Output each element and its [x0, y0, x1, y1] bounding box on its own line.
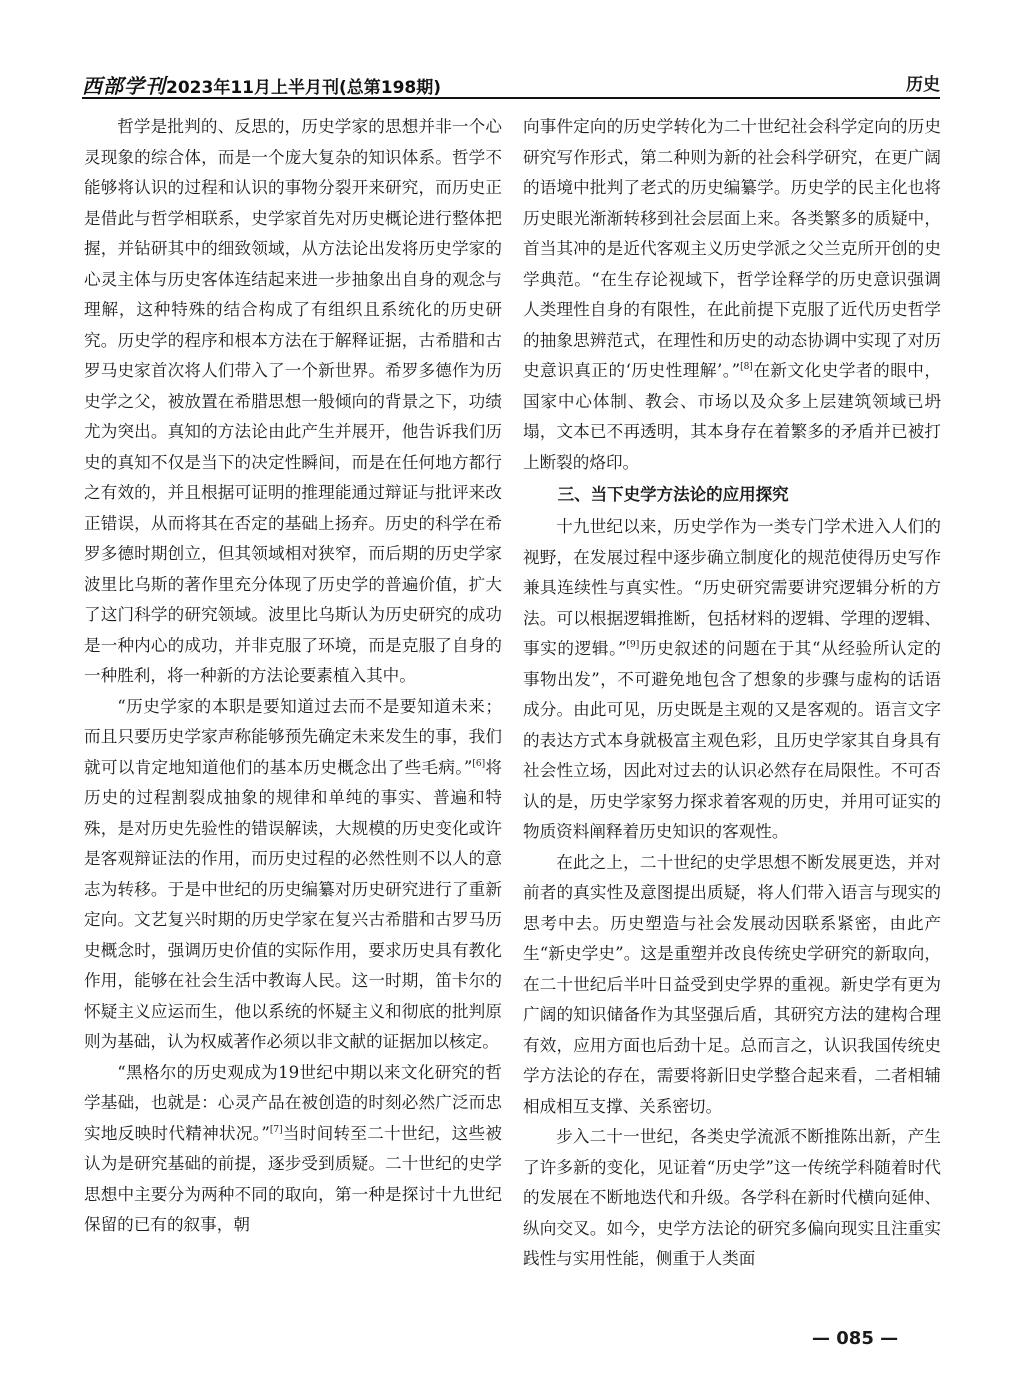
left-column: [84, 112, 502, 1241]
section-label: 历史: [906, 75, 940, 95]
issue-info: 2023年11月上半月刊(总第198期): [166, 78, 441, 98]
paragraph: 哲学是批判的、反思的，历史学家的思想并非一个心灵现象的综合体，而是一个庞大复杂的知识体系。哲学不能够将认识的过程和认识的事物分裂开来研究，而历史正是借此与哲学相联系，史学家首先对历史概论进行整体把握，并钻研其中的细致领域，从方法论出发将历史学家的心灵主体与历史客体连结起来进一步抽象出自身的观念与理解，这种特殊的结合构成了有组织且系统化的历史研究。历史学的程序和根本方法在于解释证据，古希腊和古罗马史家首次将人们带入了一个新世界。希罗多德作为历史学之父，被放置在希腊思想一般倾向的背景之下，功绩尤为突出。真知的方法论由此产生并展开，他告诉我们历史的真知不仅是当下的决定性瞬间，而是在任何地方都行之有效的，并且根据可证明的推理能通过辩证与批评来改正错误，从而将其在否定的基础上扬弃。历史的科学在希罗多德时期创立，但其领域相对狭窄，而后期的历史学家波里比乌斯的著作里充分体现了历史学的普遍价值，扩大了这门科学的研究领域。波里比乌斯认为历史研究的成功是一种内心的成功，并非克服了环境，而是克服了自身的一种胜利，将一种新的方法论要素植入其中。: [84, 117, 502, 685]
page-header: [82, 66, 940, 96]
paragraph: 在此之上，二十世纪的史学思想不断发展更迭，并对前者的真实性及意图提出质疑，将人们带入语言与现实的思考中去。历史塑造与社会发展动因联系紧密，由此产生“新史学史”。这是重塑并改良传统史学研究的新取向，在二十世纪后半叶日益受到史学界的重视。新史学有更为广阔的知识储备作为其坚强后盾，其研究方法的建构合理有效，应用方面也后劲十足。总而言之，认识我国传统史学方法论的存在，需要将新旧史学整合起来看，二者相辅相成相互支撑、关系密切。: [523, 852, 941, 1116]
paragraph: [523, 512, 941, 848]
paragraph-text: 在新文化史学者的眼中，国家中心体制、教会、市场以及众多上层建筑领域已坍塌，文本已不再透明，其本身存在着繁多的矛盾并已被打上断裂的烙印。: [523, 361, 942, 472]
quote-text: “黑格尔的历史观成为19世纪中期以来文化研究的哲学基础，也就是：心灵产品在被创造的时刻必然广泛而忠实地反映时代精神状况。”: [84, 1062, 502, 1143]
citation-ref: [6]: [472, 758, 486, 769]
section-heading: 三、当下史学方法论的应用探究: [557, 485, 789, 504]
header-rule: [82, 97, 940, 99]
journal-masthead: [82, 70, 441, 99]
paragraph-text: 将历史的过程割裂成抽象的规律和单纯的事实、普遍和特殊，是对历史先验性的错误解读，大规模的历史变化或许是客观辩证法的作用，而历史过程的必然性则不以人的意志为转移。于是中世纪的历史编纂对历史研究进行了重新定向。文艺复兴时期的历史学家在复兴古希腊和古罗马历史概念时，强调历史价值的实际作用，要求历史具有教化作用，能够在社会生活中教诲人民。这一时期，笛卡尔的怀疑主义应运而生，他以系统的怀疑主义和彻底的批判原则为基础，认为权威著作必须以非文献的证据加以核定。: [84, 757, 503, 1051]
paragraph-text: 十九世纪以来，历史学作为一类专门学术进入人们的视野，在发展过程中逐步确立制度化的规范使得历史写作兼具连续性与真实性。“历史研究需要讲究逻辑分析的方法。可以根据逻辑推断，包括材料的逻辑、学理的逻辑、事实的逻辑。”: [523, 517, 941, 658]
paragraph-text: 当时间转至二十世纪，这些被认为是研究基础的前提，逐步受到质疑。二十世纪的史学思想中主要分为两种不同的取向，第一种是探讨十九世纪保留的已有的叙事，朝: [84, 1123, 503, 1234]
citation-ref: [8]: [740, 362, 753, 372]
paragraph-text: 向事件定向的历史学转化为二十世纪社会科学定向的历史研究写作形式，第二种则为新的社会科学研究，在更广阔的语境中批判了老式的历史编纂学。历史学的民主化也将历史眼光渐渐转移到社会层面上来。各类繁多的质疑中，首当其冲的是近代客观主义历史学派之父兰克所开创的史学典范。“在生存论视域下，哲学诠释学的历史意识强调人类理性自身的有限性，在此前提下克服了近代历史哲学的抽象思辨范式，在理性和历史的动态协调中实现了对历史意识真正的‘历史性理解’。”: [523, 117, 941, 380]
paragraph: [523, 112, 941, 478]
paragraph: [84, 692, 502, 1058]
right-column: [523, 112, 941, 1275]
paragraph-text: 历史叙述的问题在于其“从经验所认定的事物出发”，不可避免地包含了想象的步骤与虚构的话语成分。由此可见，历史既是主观的又是客观的。语言文字的表达方式本身就极富主观色彩，且历史学家其自身具有社会性立场，因此对过去的认识必然存在局限性。不可否认的是，历史学家努力探求着客观的历史，并用可证实的物质资料阐释着历史知识的客观性。: [523, 639, 942, 841]
page-number: — 085 —: [812, 1328, 899, 1349]
paragraph: 步入二十一世纪，各类史学流派不断推陈出新，产生了许多新的变化，见证着“历史学”这一传统学科随着时代的发展在不断地迭代和升级。各学科在新时代横向延伸、纵向交叉。如今，史学方法论的研究多偏向现实且注重实践性与实用性能，侧重于人类面: [523, 1127, 941, 1268]
citation-ref: [7]: [269, 1124, 283, 1135]
citation-ref: [9]: [626, 640, 640, 650]
quote-text: “历史学家的本职是要知道过去而不是要知道未来；而且只要历史学家声称能够预先确定未来发生的事，我们就可以肯定地知道他们的基本历史概念出了些毛病。”: [84, 696, 502, 777]
journal-logo: 西部学刊: [82, 74, 166, 98]
paragraph: [84, 1058, 502, 1241]
